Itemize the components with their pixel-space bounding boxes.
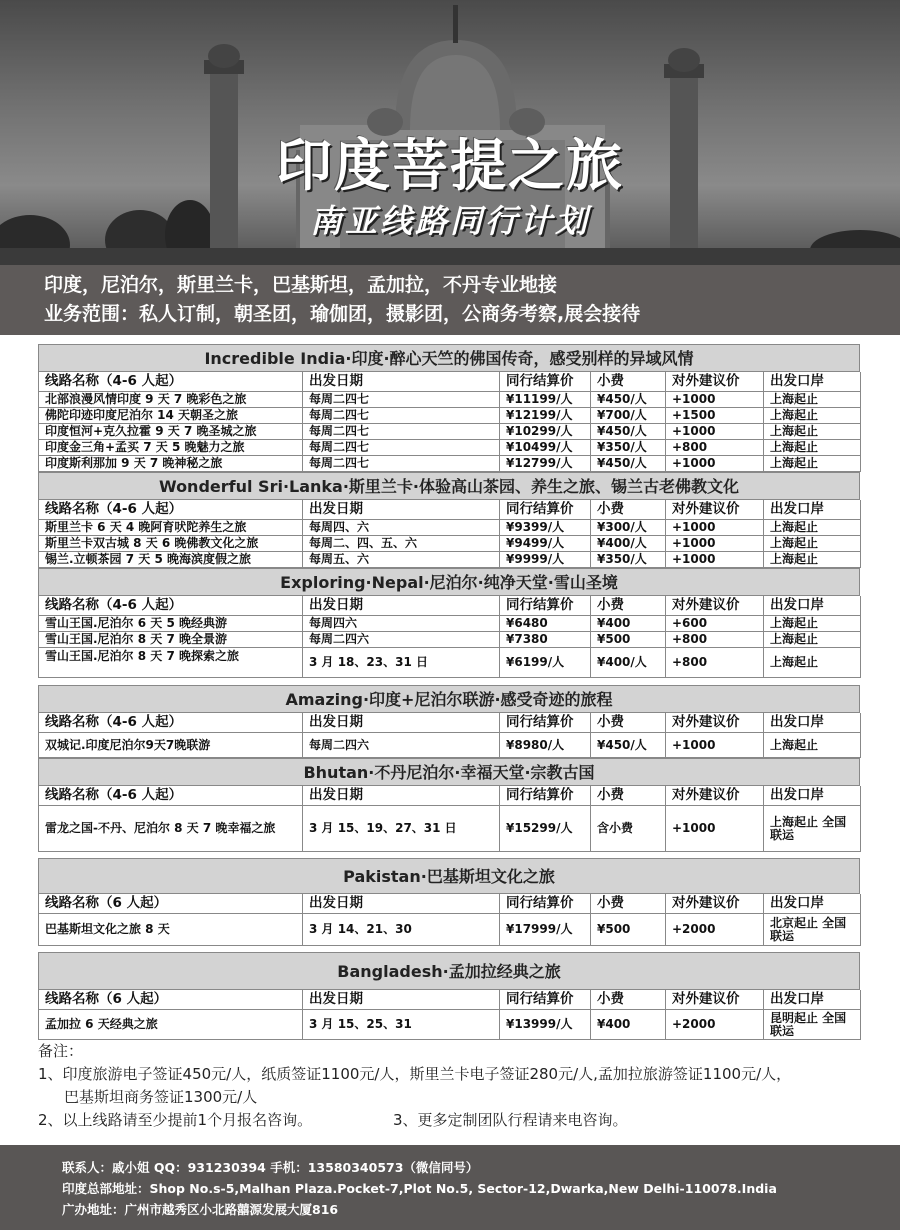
hero-banner: [0, 0, 900, 265]
suggested-price: +1000: [666, 733, 764, 758]
suggested-price: +1000: [666, 424, 764, 440]
col-header: 对外建议价: [666, 372, 764, 392]
footer: [0, 1145, 900, 1230]
col-header: 小费: [591, 990, 666, 1010]
col-header: 线路名称（4-6 人起）: [39, 372, 303, 392]
suggested-price: +1000: [666, 520, 764, 536]
departure-date: 每周二四七: [303, 424, 500, 440]
col-header: 出发日期: [303, 990, 500, 1010]
col-header: 出发日期: [303, 596, 500, 616]
col-header: 出发口岸: [764, 372, 861, 392]
suggested-price: +1000: [666, 392, 764, 408]
section-pakistan: [38, 858, 860, 946]
col-header: 对外建议价: [666, 500, 764, 520]
route-name: 印度斯利那加 9 天 7 晚神秘之旅: [39, 456, 303, 472]
departure-date: 每周二四七: [303, 456, 500, 472]
col-header: 同行结算价: [500, 990, 591, 1010]
col-header: 出发日期: [303, 713, 500, 733]
departure-date: 每周四、六: [303, 520, 500, 536]
agent-price: ¥13999/人: [500, 1010, 591, 1040]
col-header: 线路名称（6 人起）: [39, 990, 303, 1010]
intro-band: [0, 265, 900, 335]
suggested-price: +2000: [666, 914, 764, 946]
departure-date: 每周五、六: [303, 552, 500, 568]
tip: ¥350/人: [591, 552, 666, 568]
departure-port: 上海起止: [764, 440, 861, 456]
route-name: 雷龙之国-不丹、尼泊尔 8 天 7 晚幸福之旅: [39, 806, 303, 852]
suggested-price: +800: [666, 648, 764, 678]
departure-port: 上海起止 全国联运: [764, 806, 861, 852]
agent-price: ¥8980/人: [500, 733, 591, 758]
section-grid: [38, 713, 860, 758]
section-grid: [38, 786, 860, 852]
col-header: 同行结算价: [500, 500, 591, 520]
section-india: [38, 344, 860, 472]
agent-price: ¥12799/人: [500, 456, 591, 472]
agent-price: ¥11199/人: [500, 392, 591, 408]
col-header: 出发口岸: [764, 500, 861, 520]
section-title: Bangladesh·孟加拉经典之旅: [38, 952, 860, 990]
col-header: 同行结算价: [500, 786, 591, 806]
col-header: 对外建议价: [666, 894, 764, 914]
departure-date: 每周二四六: [303, 632, 500, 648]
col-header: 小费: [591, 372, 666, 392]
departure-port: 上海起止: [764, 520, 861, 536]
section-grid: [38, 596, 860, 678]
departure-port: 北京起止 全国联运: [764, 914, 861, 946]
notes-heading: 备注：: [38, 1042, 84, 1060]
agent-price: ¥10499/人: [500, 440, 591, 456]
route-name: 佛陀印迹印度尼泊尔 14 天朝圣之旅: [39, 408, 303, 424]
section-india-nepal: [38, 685, 860, 758]
note-item-1-cont: 巴基斯坦商务签证1300元/人: [64, 1088, 258, 1106]
departure-date: 3 月 15、19、27、31 日: [303, 806, 500, 852]
departure-date: 每周二四七: [303, 408, 500, 424]
departure-date: 每周二四七: [303, 440, 500, 456]
departure-port: 上海起止: [764, 424, 861, 440]
departure-port: 上海起止: [764, 648, 861, 678]
footer-india-address: 印度总部地址：Shop No.s-5,Malhan Plaza.Pocket-7,Plot No.5, Sector-12,Dwarka,New Delhi-110078.India: [62, 1181, 777, 1196]
departure-port: 昆明起止 全国联运: [764, 1010, 861, 1040]
intro-line-1: 印度，尼泊尔，斯里兰卡，巴基斯坦，孟加拉，不丹专业地接: [44, 274, 558, 296]
tip: ¥500: [591, 632, 666, 648]
col-header: 线路名称（6 人起）: [39, 894, 303, 914]
section-bangladesh: [38, 952, 860, 1040]
route-tables: [38, 344, 860, 1040]
suggested-price: +600: [666, 616, 764, 632]
route-name: 巴基斯坦文化之旅 8 天: [39, 914, 303, 946]
route-name: 斯里兰卡双古城 8 天 6 晚佛教文化之旅: [39, 536, 303, 552]
agent-price: ¥15299/人: [500, 806, 591, 852]
section-title: Exploring·Nepal·尼泊尔·纯净天堂·雪山圣境: [38, 568, 860, 596]
section-bhutan: [38, 758, 860, 852]
hero-title: 印度菩提之旅: [276, 134, 624, 199]
col-header: 线路名称（4-6 人起）: [39, 500, 303, 520]
note-item-3: 3、更多定制团队行程请来电咨询。: [393, 1111, 628, 1129]
col-header: 出发日期: [303, 786, 500, 806]
departure-port: 上海起止: [764, 536, 861, 552]
agent-price: ¥6480: [500, 616, 591, 632]
departure-port: 上海起止: [764, 408, 861, 424]
col-header: 同行结算价: [500, 372, 591, 392]
route-name: 印度金三角+孟买 7 天 5 晚魅力之旅: [39, 440, 303, 456]
col-header: 对外建议价: [666, 990, 764, 1010]
col-header: 同行结算价: [500, 713, 591, 733]
departure-date: 每周二、四、五、六: [303, 536, 500, 552]
section-sri-lanka: [38, 472, 860, 568]
agent-price: ¥10299/人: [500, 424, 591, 440]
agent-price: ¥9499/人: [500, 536, 591, 552]
section-nepal: [38, 568, 860, 678]
route-name: 雪山王国.尼泊尔 8 天 7 晚全景游: [39, 632, 303, 648]
departure-port: 上海起止: [764, 456, 861, 472]
agent-price: ¥17999/人: [500, 914, 591, 946]
route-name: 孟加拉 6 天经典之旅: [39, 1010, 303, 1040]
section-title: Bhutan·不丹尼泊尔·幸福天堂·宗教古国: [38, 758, 860, 786]
section-grid: [38, 990, 860, 1040]
col-header: 出发日期: [303, 894, 500, 914]
tip: ¥500: [591, 914, 666, 946]
route-name: 雪山王国.尼泊尔 6 天 5 晚经典游: [39, 616, 303, 632]
agent-price: ¥12199/人: [500, 408, 591, 424]
section-grid: [38, 500, 860, 568]
suggested-price: +800: [666, 440, 764, 456]
tip: ¥450/人: [591, 456, 666, 472]
tip: ¥450/人: [591, 733, 666, 758]
col-header: 对外建议价: [666, 596, 764, 616]
tip: ¥450/人: [591, 424, 666, 440]
col-header: 小费: [591, 500, 666, 520]
suggested-price: +1000: [666, 456, 764, 472]
suggested-price: +1500: [666, 408, 764, 424]
agent-price: ¥9399/人: [500, 520, 591, 536]
section-title: Amazing·印度+尼泊尔联游·感受奇迹的旅程: [38, 685, 860, 713]
departure-date: 3 月 18、23、31 日: [303, 648, 500, 678]
route-name: 北部浪漫风情印度 9 天 7 晚彩色之旅: [39, 392, 303, 408]
tip: ¥400: [591, 616, 666, 632]
route-name: 双城记.印度尼泊尔9天7晚联游: [39, 733, 303, 758]
col-header: 对外建议价: [666, 713, 764, 733]
footer-gz-address: 广办地址：广州市越秀区小北路囍源发展大厦816: [62, 1202, 339, 1217]
col-header: 小费: [591, 786, 666, 806]
tip: ¥700/人: [591, 408, 666, 424]
col-header: 同行结算价: [500, 894, 591, 914]
col-header: 出发口岸: [764, 596, 861, 616]
col-header: 线路名称（4-6 人起）: [39, 596, 303, 616]
departure-port: 上海起止: [764, 733, 861, 758]
tip: ¥450/人: [591, 392, 666, 408]
note-item-1: 1、印度旅游电子签证450元/人，纸质签证1100元/人，斯里兰卡电子签证280元/人,孟加拉旅游签证1100元/人，: [38, 1065, 792, 1083]
section-grid: [38, 894, 860, 946]
route-name: 印度恒河+克久拉霍 9 天 7 晚圣城之旅: [39, 424, 303, 440]
section-grid: [38, 372, 860, 472]
col-header: 出发日期: [303, 372, 500, 392]
section-title: Wonderful Sri·Lanka·斯里兰卡·体验高山茶园、养生之旅、锡兰古老佛教文化: [38, 472, 860, 500]
suggested-price: +1000: [666, 536, 764, 552]
intro-line-2: 业务范围：私人订制，朝圣团，瑜伽团，摄影团，公商务考察,展会接待: [44, 303, 641, 325]
tip: ¥350/人: [591, 440, 666, 456]
col-header: 小费: [591, 713, 666, 733]
col-header: 小费: [591, 596, 666, 616]
hero-subtitle: 南亚线路同行计划: [309, 202, 590, 240]
footer-contact: 联系人：戚小姐 QQ：931230394 手机：13580340573（微信同号）: [62, 1160, 479, 1175]
departure-date: 3 月 14、21、30: [303, 914, 500, 946]
col-header: 对外建议价: [666, 786, 764, 806]
note-row-2: [38, 1109, 888, 1132]
departure-port: 上海起止: [764, 616, 861, 632]
route-name: 斯里兰卡 6 天 4 晚阿育吠陀养生之旅: [39, 520, 303, 536]
col-header: 出发口岸: [764, 713, 861, 733]
col-header: 出发口岸: [764, 894, 861, 914]
col-header: 线路名称（4-6 人起）: [39, 786, 303, 806]
departure-date: 3 月 15、25、31: [303, 1010, 500, 1040]
tip: ¥400: [591, 1010, 666, 1040]
route-name: 锡兰.立顿茶园 7 天 5 晚海滨度假之旅: [39, 552, 303, 568]
section-title: Pakistan·巴基斯坦文化之旅: [38, 858, 860, 894]
notes: [38, 1040, 888, 1132]
suggested-price: +2000: [666, 1010, 764, 1040]
departure-port: 上海起止: [764, 392, 861, 408]
tip: ¥300/人: [591, 520, 666, 536]
departure-port: 上海起止: [764, 552, 861, 568]
tip: ¥400/人: [591, 648, 666, 678]
suggested-price: +1000: [666, 552, 764, 568]
suggested-price: +1000: [666, 806, 764, 852]
departure-port: 上海起止: [764, 632, 861, 648]
section-title: Incredible India·印度·醉心天竺的佛国传奇，感受别样的异域风情: [38, 344, 860, 372]
col-header: 出发口岸: [764, 990, 861, 1010]
agent-price: ¥7380: [500, 632, 591, 648]
departure-date: 每周二四七: [303, 392, 500, 408]
route-name: 雪山王国.尼泊尔 8 天 7 晚探索之旅: [39, 648, 303, 678]
col-header: 小费: [591, 894, 666, 914]
col-header: 出发日期: [303, 500, 500, 520]
departure-date: 每周四六: [303, 616, 500, 632]
departure-date: 每周二四六: [303, 733, 500, 758]
suggested-price: +800: [666, 632, 764, 648]
note-item-2: 2、以上线路请至少提前1个月报名咨询。: [38, 1111, 313, 1129]
tip: 含小费: [591, 806, 666, 852]
col-header: 出发口岸: [764, 786, 861, 806]
tip: ¥400/人: [591, 536, 666, 552]
agent-price: ¥9999/人: [500, 552, 591, 568]
agent-price: ¥6199/人: [500, 648, 591, 678]
col-header: 同行结算价: [500, 596, 591, 616]
col-header: 线路名称（4-6 人起）: [39, 713, 303, 733]
